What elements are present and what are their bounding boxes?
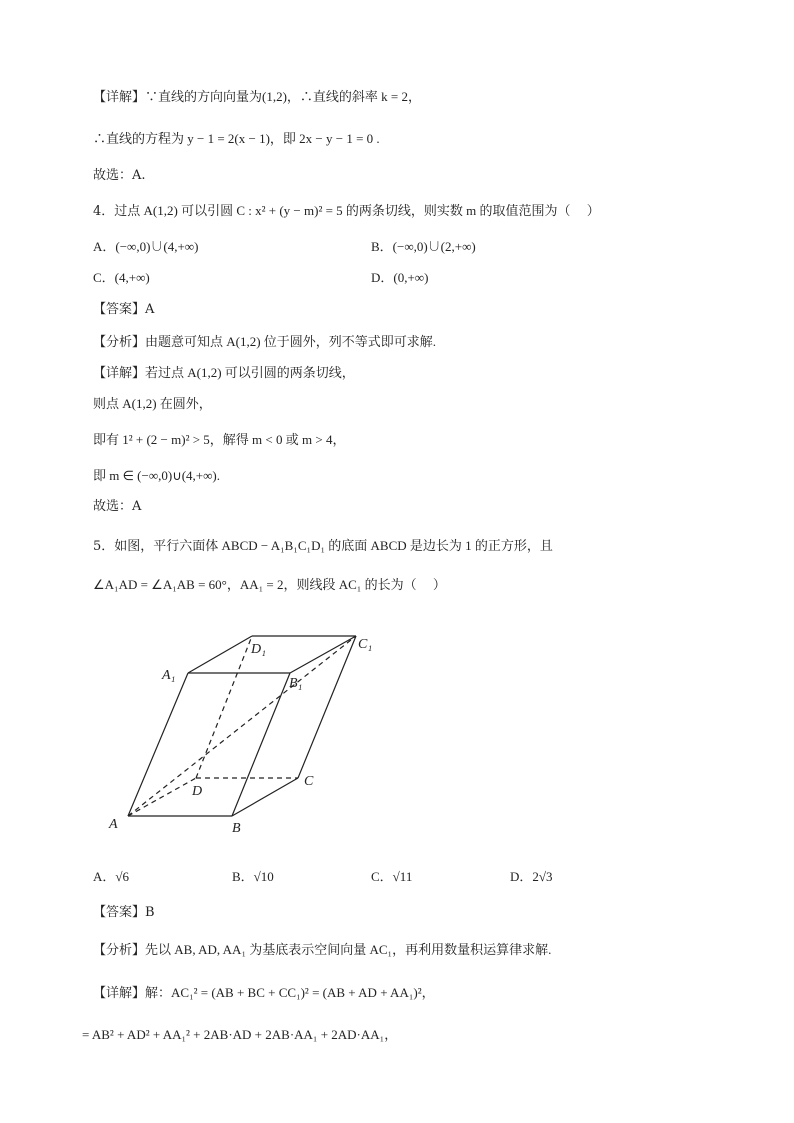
option-letter: A． [93, 869, 116, 884]
text-line-3 [93, 166, 146, 186]
label-B: B [232, 821, 241, 836]
question-5-stem-cont [93, 575, 446, 596]
question-4-stem [93, 201, 600, 222]
line-text: 故选：A [93, 499, 142, 514]
label-C: C [304, 774, 314, 789]
option-value: √6 [115, 869, 130, 884]
edge-ad-hidden [128, 778, 196, 816]
option-letter: A． [93, 239, 116, 254]
line-text: 即有 1² + (2 − m)² > 5，解得 m < 0 或 m > 4， [93, 432, 346, 447]
line-label: 【详解】 [93, 986, 146, 1001]
line-label: 【详解】 [93, 90, 146, 105]
option-letter: C． [371, 869, 393, 884]
option-value: (−∞,0)∪(2,+∞) [392, 239, 476, 254]
question-5-stem [93, 536, 553, 557]
line-label: 【详解】 [93, 366, 146, 381]
parallelepiped-figure [100, 624, 400, 844]
line-text: A [145, 302, 155, 317]
option-letter: D． [371, 270, 394, 285]
line-text: ∴直线的方程为 y − 1 = 2(x − 1)，即 2x − y − 1 = 0 . [93, 131, 380, 146]
detail-line-q4 [93, 363, 355, 384]
label-A1: A₁ [162, 668, 176, 683]
line-label: 【答案】 [93, 905, 146, 920]
line-text: 先以 AB, AD, AA₁ 为基底表示空间向量 AC₁，再利用数量积运算律求解. [145, 942, 552, 957]
q5-option-a [93, 867, 129, 887]
line-text: 则点 A(1,2) 在圆外， [93, 396, 212, 411]
q4-option-d [371, 268, 428, 288]
label-D: D [192, 784, 203, 799]
option-letter: B． [232, 869, 254, 884]
figure-lines [128, 636, 356, 816]
diagonal-ac1 [128, 636, 356, 816]
edge-dd1-hidden [196, 636, 252, 778]
label-C1: C₁ [358, 637, 373, 652]
analysis-line-q4 [93, 332, 436, 353]
line-text: 若过点 A(1,2) 可以引圆的两条切线， [145, 365, 355, 380]
option-letter: D． [510, 869, 533, 884]
q4-option-a [93, 237, 198, 257]
text-line-1 [93, 87, 421, 108]
text-line-11 [93, 497, 141, 517]
edge-bc [232, 778, 298, 816]
label-A: A [109, 817, 118, 832]
line-text: B [145, 905, 155, 920]
text-line-17 [82, 1025, 397, 1046]
label-B1: B₁ [289, 676, 303, 691]
edge-cc1 [298, 636, 356, 778]
line-text: = AB² + AD² + AA₁² + 2AB·AD + 2AB·AA₁ + 2AD·AA₁， [82, 1027, 398, 1042]
answer-line-q4 [93, 300, 154, 320]
text-line-8 [93, 394, 212, 415]
edge-b1c1 [290, 636, 356, 673]
question-number: 5． [93, 539, 115, 554]
option-value: 2√3 [532, 869, 553, 884]
q5-option-b [232, 867, 274, 887]
line-label: 【答案】 [93, 302, 146, 317]
edge-bb1 [232, 673, 290, 816]
line-text: 故选：A. [93, 168, 146, 183]
option-value: (0,+∞) [393, 270, 429, 285]
q5-option-c [371, 867, 412, 887]
text-line-2 [93, 129, 380, 150]
question-text: 过点 A(1,2) 可以引圆 C : x² + (y − m)² = 5 的两条切线，则实数 m 的取值范围为（ ） [114, 203, 600, 218]
question-number: 4． [93, 204, 115, 219]
option-letter: C． [93, 270, 115, 285]
label-D1: D₁ [251, 642, 266, 657]
answer-line-q5 [93, 903, 155, 923]
analysis-line-q5 [93, 940, 551, 961]
detail-line-q5 [93, 983, 435, 1004]
q4-option-c [93, 268, 150, 288]
text-line-10 [93, 466, 220, 487]
option-letter: B． [371, 239, 393, 254]
q4-option-b [371, 237, 476, 257]
line-text: 即 m ∈ (−∞,0)∪(4,+∞). [93, 468, 220, 483]
edge-a1d1 [188, 636, 252, 673]
text-line-9 [93, 430, 345, 451]
line-text: ∵直线的方向向量为(1,2)，∴直线的斜率 k = 2， [145, 89, 422, 104]
option-value: (−∞,0)∪(4,+∞) [115, 239, 199, 254]
line-text: 解：AC₁² = (AB + BC + CC₁)² = (AB + AD + AA₁)²， [145, 985, 435, 1000]
line-label: 【分析】 [93, 943, 146, 958]
question-text: ∠A₁AD = ∠A₁AB = 60°，AA₁ = 2，则线段 AC₁ 的长为（ ） [93, 577, 446, 592]
q5-option-d [510, 867, 553, 887]
edge-aa1 [128, 673, 188, 816]
option-value: (4,+∞) [114, 270, 150, 285]
question-text: 如图，平行六面体 ABCD − A₁B₁C₁D₁ 的底面 ABCD 是边长为 1 的正方形，且 [114, 538, 553, 553]
option-value: √10 [253, 869, 274, 884]
option-value: √11 [392, 869, 413, 884]
line-label: 【分析】 [93, 335, 146, 350]
line-text: 由题意可知点 A(1,2) 位于圆外，列不等式即可求解. [145, 334, 437, 349]
